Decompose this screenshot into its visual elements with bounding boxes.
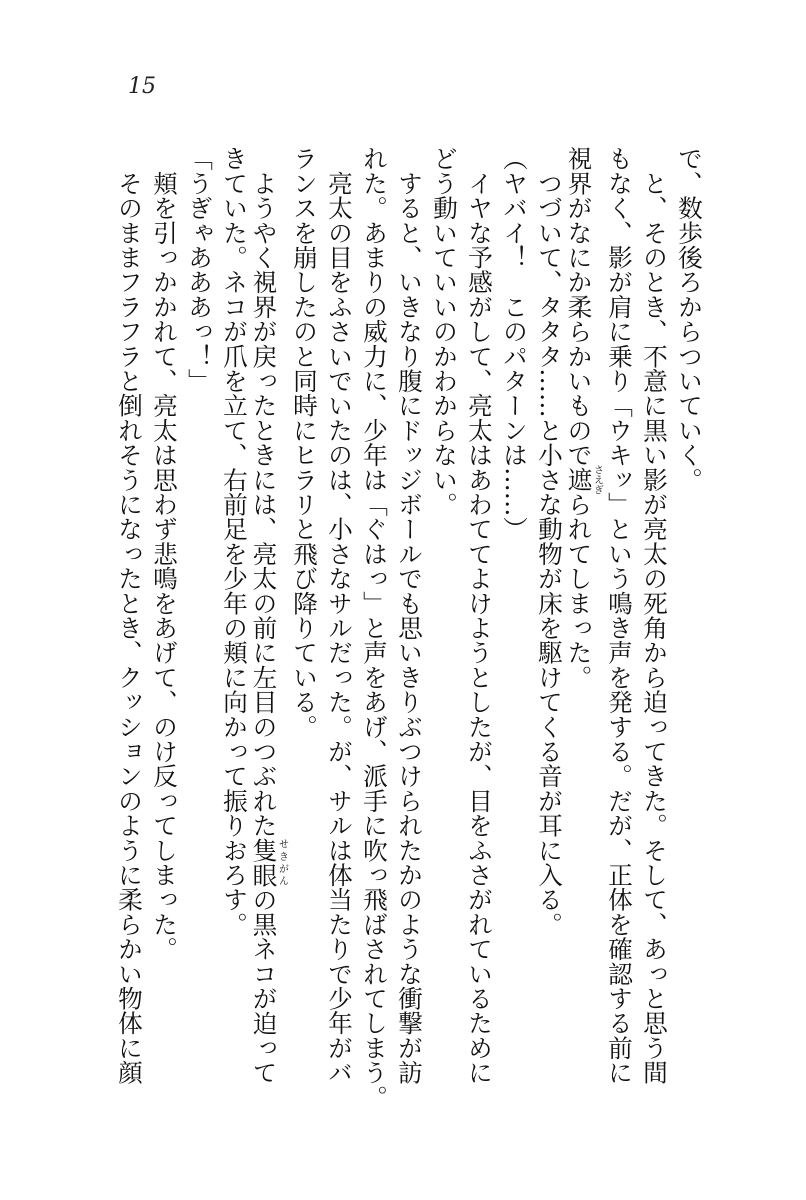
furigana	[564, 464, 603, 495]
text-column: れた。あまりの威力に、少年は「ぐはっ」と声をあげ、派手に吹っ飛ばされてしまう。	[360, 146, 389, 1110]
ruby-base: 隻眼	[249, 837, 279, 888]
page-number: 15	[128, 74, 156, 99]
ruby-base: 遮	[564, 464, 594, 495]
furigana	[249, 837, 288, 888]
text-segment: ようやく視界が戻ったときには、亮太の前に左目のつぶれた	[249, 146, 279, 838]
text-segment: の黒ネコが迫って	[249, 887, 279, 1085]
ruby-text: せきがん	[276, 837, 288, 888]
text-column: もなく、影が肩に乗り「ウキッ」という鳴き声を発する。だが、正体を確認する前に	[605, 146, 634, 1085]
text-column	[564, 146, 603, 1126]
text-segment: られてしまった。	[564, 491, 594, 690]
text-column: イヤな予感がして、亮太はあわててよけようとしたが、目をふさがれているために	[465, 146, 494, 1085]
text-column: どう動いていいのかわからない。	[430, 146, 459, 517]
text-column: ランスを崩したのと同時にヒラリと飛び降りている。	[290, 146, 319, 739]
text-column: 頬を引っかかれて、亮太は思わず悲鳴をあげて、のけ反ってしまった。	[150, 146, 179, 962]
ruby-text: さえぎ	[591, 464, 603, 495]
text-segment: 視界がなにか柔らかいもので	[564, 146, 594, 468]
text-column: すると、いきなり腹にドッジボールでも思いきりぶつけられたかのような衝撃が訪	[395, 146, 424, 1085]
text-column: と、そのとき、不意に黒い影が亮太の死角から迫ってきた。そして、あっと思う間	[640, 146, 669, 1085]
text-column: そのままフラフラと倒れそうになったとき、クッションのように柔らかい物体に顔	[115, 146, 144, 1085]
body-text	[112, 146, 707, 1126]
text-column: 「うぎゃあああっ！」	[185, 146, 214, 393]
text-column	[249, 146, 288, 1126]
text-column: で、数歩後ろからついていく。	[675, 146, 704, 492]
text-column: （ヤバイ！ このパターンは……）	[500, 146, 529, 542]
text-column: つづいて、タタタ……と小さな動物が床を駆けてくる音が耳に入る。	[535, 146, 564, 937]
text-column: きていた。ネコが爪を立て、右前足を少年の頬に向かって振りおろす。	[220, 146, 249, 937]
text-column: 亮太の目をふさいでいたのは、小さなサルだった。が、サルは体当たりで少年がバ	[325, 146, 354, 1085]
